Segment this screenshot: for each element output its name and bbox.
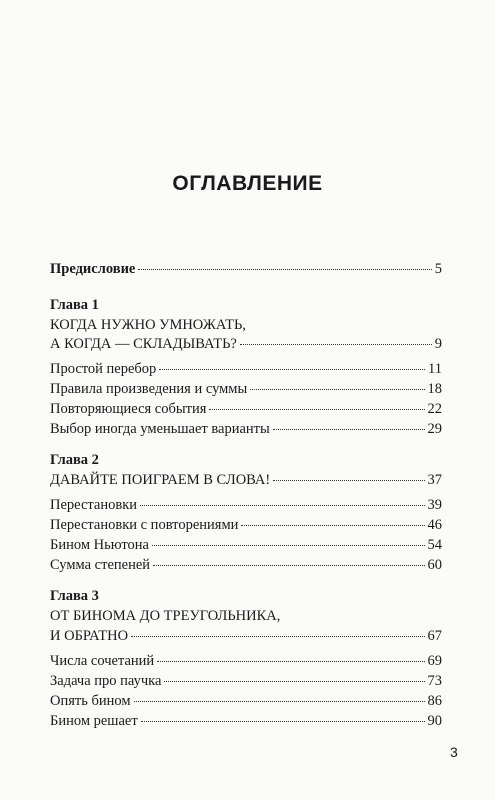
toc-page-number: 67	[427, 628, 442, 644]
toc-page-number: 22	[427, 401, 442, 417]
toc-entry-chapter-2[interactable]	[50, 471, 442, 489]
dot-leader	[134, 701, 425, 702]
toc-entry-chapter-1[interactable]	[50, 335, 442, 353]
toc-entry[interactable]	[50, 692, 442, 710]
dot-leader	[141, 721, 425, 722]
dot-leader	[273, 429, 425, 430]
toc-entry-chapter-3[interactable]	[50, 627, 442, 645]
toc-page-number: 46	[427, 517, 442, 533]
dot-leader	[138, 269, 431, 270]
dot-leader	[241, 525, 424, 526]
toc-entry-title: Правила произведения и суммы	[50, 381, 248, 397]
toc-page-number: 86	[427, 693, 442, 709]
toc-entry-title: Перестановки с повторениями	[50, 517, 239, 533]
toc-page-number: 29	[427, 421, 442, 437]
dot-leader	[140, 505, 425, 506]
dot-leader	[157, 661, 424, 662]
toc-entry-title: Опять бином	[50, 693, 131, 709]
dot-leader	[164, 681, 424, 682]
toc-page-number: 9	[434, 336, 442, 352]
chapter-title-line: А КОГДА — СКЛАДЫВАТЬ?	[50, 336, 237, 352]
chapter-title-line: И ОБРАТНО	[50, 628, 129, 644]
toc-entry-title: Перестановки	[50, 497, 137, 513]
toc-entry-title: Сумма степеней	[50, 557, 151, 573]
toc-entry-title: Числа сочетаний	[50, 653, 155, 669]
toc-entry-preface[interactable]	[50, 260, 442, 278]
chapter-title-line: ДАВАЙТЕ ПОИГРАЕМ В СЛОВА!	[50, 472, 271, 488]
toc-page-number: 90	[427, 713, 442, 729]
toc-entry-title: Задача про паучка	[50, 673, 162, 689]
dot-leader	[250, 389, 424, 390]
dot-leader	[240, 344, 432, 345]
toc-page-number: 39	[427, 497, 442, 513]
toc-entry[interactable]	[50, 360, 442, 378]
chapter-label: Глава 2	[50, 452, 99, 468]
toc-entry[interactable]	[50, 380, 442, 398]
toc-page-number: 73	[427, 673, 442, 689]
toc-page-number: 60	[427, 557, 442, 573]
dot-leader	[131, 636, 424, 637]
toc-entry[interactable]	[50, 556, 442, 574]
toc-entry[interactable]	[50, 536, 442, 554]
chapter-label: Глава 1	[50, 297, 99, 313]
toc-page-number: 11	[428, 361, 442, 377]
dot-leader	[152, 545, 425, 546]
toc-entry[interactable]	[50, 652, 442, 670]
dot-leader	[209, 409, 424, 410]
chapter-title-line: ОТ БИНОМА ДО ТРЕУГОЛЬНИКА,	[50, 608, 281, 624]
toc-entry-title: Выбор иногда уменьшает варианты	[50, 421, 270, 437]
toc-entry-title: Бином Ньютона	[50, 537, 149, 553]
toc-entry[interactable]	[50, 712, 442, 730]
chapter-label: Глава 3	[50, 588, 99, 604]
page-number: 3	[450, 744, 458, 760]
dot-leader	[273, 480, 424, 481]
toc-page-number: 5	[434, 261, 442, 277]
dot-leader	[159, 369, 425, 370]
toc-entry[interactable]	[50, 672, 442, 690]
toc-entry[interactable]	[50, 516, 442, 534]
toc-entry[interactable]	[50, 496, 442, 514]
toc-entry-title: Простой перебор	[50, 361, 157, 377]
toc-entry[interactable]	[50, 420, 442, 438]
toc-page-number: 18	[427, 381, 442, 397]
dot-leader	[153, 565, 424, 566]
toc-entry-title: Бином решает	[50, 713, 138, 729]
page-title: ОГЛАВЛЕНИЕ	[172, 172, 323, 195]
toc-entry-title: Предисловие	[50, 261, 136, 277]
toc-entry-title: Повторяющиеся события	[50, 401, 207, 417]
toc-page-number: 37	[427, 472, 442, 488]
chapter-title-line: КОГДА НУЖНО УМНОЖАТЬ,	[50, 317, 246, 333]
toc-entry[interactable]	[50, 400, 442, 418]
toc-page-number: 69	[427, 653, 442, 669]
toc-page-number: 54	[427, 537, 442, 553]
